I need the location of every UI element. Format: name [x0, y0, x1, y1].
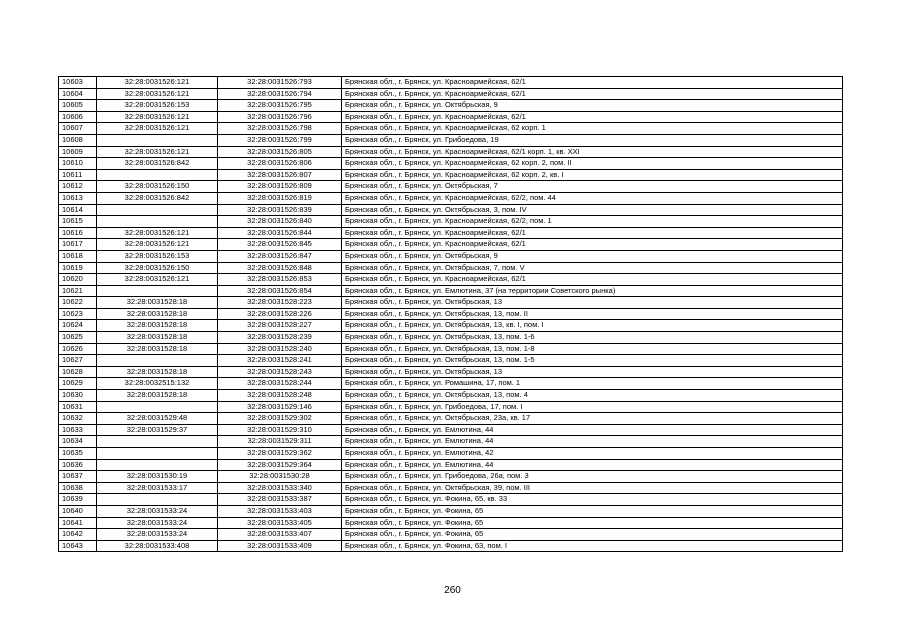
- cadastral-number-cell: 32:28:0031526:854: [218, 285, 342, 297]
- parent-cadastral-cell: 32:28:0031528:18: [97, 332, 218, 344]
- row-number-cell: 10609: [59, 146, 97, 158]
- table-row: [59, 332, 843, 344]
- row-number-cell: 10635: [59, 448, 97, 460]
- table-row: [59, 308, 843, 320]
- cadastral-number-cell: 32:28:0031530:28: [218, 471, 342, 483]
- parent-cadastral-cell: [97, 134, 218, 146]
- cadastral-number-cell: 32:28:0031528:223: [218, 297, 342, 309]
- table-row: [59, 343, 843, 355]
- parent-cadastral-cell: 32:28:0031528:18: [97, 343, 218, 355]
- address-cell: Брянская обл., г. Брянск, ул. Красноармейская, 62/1: [342, 88, 843, 100]
- row-number-cell: 10639: [59, 494, 97, 506]
- parent-cadastral-cell: 32:28:0031533:24: [97, 529, 218, 541]
- table-row: [59, 390, 843, 402]
- cadastral-number-cell: 32:28:0031526:798: [218, 123, 342, 135]
- table-row: [59, 529, 843, 541]
- parent-cadastral-cell: [97, 401, 218, 413]
- row-number-cell: 10642: [59, 529, 97, 541]
- address-cell: Брянская обл., г. Брянск, ул. Ромашина, 17, пом. 1: [342, 378, 843, 390]
- address-cell: Брянская обл., г. Брянск, ул. Грибоедова, 19: [342, 134, 843, 146]
- address-cell: Брянская обл., г. Брянск, ул. Красноармейская, 62/2, пом. 44: [342, 192, 843, 204]
- address-cell: Брянская обл., г. Брянск, ул. Октябрьская, 13, пом. 1-6: [342, 332, 843, 344]
- address-cell: Брянская обл., г. Брянск, ул. Красноармейская, 62/1 корп. 1, кв. XXI: [342, 146, 843, 158]
- table-row: [59, 448, 843, 460]
- address-cell: Брянская обл., г. Брянск, ул. Емлютина, 42: [342, 448, 843, 460]
- address-cell: Брянская обл., г. Брянск, ул. Октябрьская, 7, пом. V: [342, 262, 843, 274]
- cadastral-number-cell: 32:28:0031526:840: [218, 216, 342, 228]
- address-cell: Брянская обл., г. Брянск, ул. Фокина, 65, кв. 33: [342, 494, 843, 506]
- address-cell: Брянская обл., г. Брянск, ул. Октябрьская, 3, пом. IV: [342, 204, 843, 216]
- address-cell: Брянская обл., г. Брянск, ул. Фокина, 65: [342, 505, 843, 517]
- parent-cadastral-cell: 32:28:0031529:37: [97, 424, 218, 436]
- address-cell: Брянская обл., г. Брянск, ул. Емлютина, 44: [342, 436, 843, 448]
- parent-cadastral-cell: 32:28:0031533:408: [97, 540, 218, 552]
- table-row: [59, 413, 843, 425]
- row-number-cell: 10632: [59, 413, 97, 425]
- table-row: [59, 320, 843, 332]
- table-row: [59, 540, 843, 552]
- cadastral-number-cell: 32:28:0031526:799: [218, 134, 342, 146]
- address-cell: Брянская обл., г. Брянск, ул. Емлютина, 44: [342, 459, 843, 471]
- address-cell: Брянская обл., г. Брянск, ул. Октябрьская, 13, пом. 1-5: [342, 355, 843, 367]
- row-number-cell: 10608: [59, 134, 97, 146]
- table-row: [59, 517, 843, 529]
- row-number-cell: 10643: [59, 540, 97, 552]
- table-row: [59, 216, 843, 228]
- parent-cadastral-cell: 32:28:0032515:132: [97, 378, 218, 390]
- table-row: [59, 239, 843, 251]
- row-number-cell: 10615: [59, 216, 97, 228]
- parent-cadastral-cell: [97, 494, 218, 506]
- row-number-cell: 10607: [59, 123, 97, 135]
- parent-cadastral-cell: 32:28:0031530:19: [97, 471, 218, 483]
- row-number-cell: 10614: [59, 204, 97, 216]
- parent-cadastral-cell: 32:28:0031526:150: [97, 181, 218, 193]
- table-row: [59, 459, 843, 471]
- cadastral-number-cell: 32:28:0031526:809: [218, 181, 342, 193]
- row-number-cell: 10606: [59, 111, 97, 123]
- row-number-cell: 10618: [59, 250, 97, 262]
- address-cell: Брянская обл., г. Брянск, ул. Красноармейская, 62/1: [342, 227, 843, 239]
- parent-cadastral-cell: 32:28:0031529:48: [97, 413, 218, 425]
- address-cell: Брянская обл., г. Брянск, ул. Грибоедова, 26а, пом. 3: [342, 471, 843, 483]
- table-row: [59, 158, 843, 170]
- row-number-cell: 10630: [59, 390, 97, 402]
- row-number-cell: 10631: [59, 401, 97, 413]
- parent-cadastral-cell: 32:28:0031528:18: [97, 390, 218, 402]
- parent-cadastral-cell: 32:28:0031526:121: [97, 111, 218, 123]
- table-row: [59, 88, 843, 100]
- address-cell: Брянская обл., г. Брянск, ул. Красноармейская, 62/1: [342, 274, 843, 286]
- parent-cadastral-cell: [97, 436, 218, 448]
- row-number-cell: 10610: [59, 158, 97, 170]
- cadastral-number-cell: 32:28:0031526:844: [218, 227, 342, 239]
- address-cell: Брянская обл., г. Брянск, ул. Красноармейская, 62/1: [342, 111, 843, 123]
- address-cell: Брянская обл., г. Брянск, ул. Октябрьская, 13, кв. I, пом. I: [342, 320, 843, 332]
- parent-cadastral-cell: [97, 459, 218, 471]
- address-cell: Брянская обл., г. Брянск, ул. Октябрьская, 13: [342, 297, 843, 309]
- parent-cadastral-cell: [97, 216, 218, 228]
- parent-cadastral-cell: 32:28:0031528:18: [97, 320, 218, 332]
- cadastral-number-cell: 32:28:0031528:243: [218, 366, 342, 378]
- parent-cadastral-cell: 32:28:0031533:24: [97, 517, 218, 529]
- table-row: [59, 146, 843, 158]
- table-row: [59, 401, 843, 413]
- table-row: [59, 274, 843, 286]
- row-number-cell: 10640: [59, 505, 97, 517]
- table-row: [59, 505, 843, 517]
- cadastral-number-cell: 32:28:0031533:387: [218, 494, 342, 506]
- row-number-cell: 10629: [59, 378, 97, 390]
- row-number-cell: 10637: [59, 471, 97, 483]
- address-cell: Брянская обл., г. Брянск, ул. Октябрьская, 13: [342, 366, 843, 378]
- table-row: [59, 424, 843, 436]
- cadastral-number-cell: 32:28:0031533:409: [218, 540, 342, 552]
- table-row: [59, 482, 843, 494]
- row-number-cell: 10620: [59, 274, 97, 286]
- cadastral-number-cell: 32:28:0031526:848: [218, 262, 342, 274]
- cadastral-number-cell: 32:28:0031533:403: [218, 505, 342, 517]
- parent-cadastral-cell: 32:28:0031526:121: [97, 123, 218, 135]
- row-number-cell: 10638: [59, 482, 97, 494]
- row-number-cell: 10616: [59, 227, 97, 239]
- parent-cadastral-cell: [97, 285, 218, 297]
- address-cell: Брянская обл., г. Брянск, ул. Октябрьская, 13, пом. 1-8: [342, 343, 843, 355]
- address-cell: Брянская обл., г. Брянск, ул. Красноармейская, 62 корп. 1: [342, 123, 843, 135]
- row-number-cell: 10619: [59, 262, 97, 274]
- table-row: [59, 250, 843, 262]
- table-row: [59, 123, 843, 135]
- address-cell: Брянская обл., г. Брянск, ул. Октябрьская, 7: [342, 181, 843, 193]
- cadastral-number-cell: 32:28:0031526:805: [218, 146, 342, 158]
- address-cell: Брянская обл., г. Брянск, ул. Фокина, 65: [342, 529, 843, 541]
- row-number-cell: 10622: [59, 297, 97, 309]
- cadastral-number-cell: 32:28:0031533:340: [218, 482, 342, 494]
- address-cell: Брянская обл., г. Брянск, ул. Фокина, 63, пом. I: [342, 540, 843, 552]
- cadastral-number-cell: 32:28:0031526:819: [218, 192, 342, 204]
- row-number-cell: 10628: [59, 366, 97, 378]
- row-number-cell: 10626: [59, 343, 97, 355]
- parent-cadastral-cell: 32:28:0031526:121: [97, 88, 218, 100]
- parent-cadastral-cell: 32:28:0031526:121: [97, 239, 218, 251]
- cadastral-number-cell: 32:28:0031526:847: [218, 250, 342, 262]
- table-row: [59, 297, 843, 309]
- parent-cadastral-cell: 32:28:0031528:18: [97, 297, 218, 309]
- row-number-cell: 10605: [59, 100, 97, 112]
- parent-cadastral-cell: 32:28:0031526:121: [97, 146, 218, 158]
- cadastral-number-cell: 32:28:0031526:794: [218, 88, 342, 100]
- cadastral-number-cell: 32:28:0031529:146: [218, 401, 342, 413]
- cadastral-number-cell: 32:28:0031528:227: [218, 320, 342, 332]
- cadastral-number-cell: 32:28:0031526:845: [218, 239, 342, 251]
- table-row: [59, 227, 843, 239]
- address-cell: Брянская обл., г. Брянск, ул. Октябрьская, 13, пом. II: [342, 308, 843, 320]
- cadastral-number-cell: 32:28:0031526:806: [218, 158, 342, 170]
- cadastral-number-cell: 32:28:0031528:248: [218, 390, 342, 402]
- cadastral-number-cell: 32:28:0031526:853: [218, 274, 342, 286]
- address-cell: Брянская обл., г. Брянск, ул. Октябрьская, 39, пом. III: [342, 482, 843, 494]
- table-row: [59, 285, 843, 297]
- row-number-cell: 10617: [59, 239, 97, 251]
- parent-cadastral-cell: 32:28:0031528:18: [97, 308, 218, 320]
- table-body: [59, 77, 843, 552]
- row-number-cell: 10641: [59, 517, 97, 529]
- table-row: [59, 77, 843, 89]
- cadastral-number-cell: 32:28:0031528:241: [218, 355, 342, 367]
- address-cell: Брянская обл., г. Брянск, ул. Емлютина, 37 (на территории Советского рынка): [342, 285, 843, 297]
- table-row: [59, 111, 843, 123]
- row-number-cell: 10604: [59, 88, 97, 100]
- table-row: [59, 169, 843, 181]
- parent-cadastral-cell: 32:28:0031528:18: [97, 366, 218, 378]
- address-cell: Брянская обл., г. Брянск, ул. Грибоедова, 17, пом. I: [342, 401, 843, 413]
- row-number-cell: 10603: [59, 77, 97, 89]
- address-cell: Брянская обл., г. Брянск, ул. Емлютина, 44: [342, 424, 843, 436]
- cadastral-number-cell: 32:28:0031528:226: [218, 308, 342, 320]
- cadastral-number-cell: 32:28:0031533:405: [218, 517, 342, 529]
- table-row: [59, 366, 843, 378]
- table-row: [59, 471, 843, 483]
- table-row: [59, 436, 843, 448]
- row-number-cell: 10623: [59, 308, 97, 320]
- parent-cadastral-cell: [97, 448, 218, 460]
- table-row: [59, 378, 843, 390]
- parent-cadastral-cell: 32:28:0031526:842: [97, 158, 218, 170]
- address-cell: Брянская обл., г. Брянск, ул. Фокина, 65: [342, 517, 843, 529]
- address-cell: Брянская обл., г. Брянск, ул. Красноармейская, 62/2, пом. 1: [342, 216, 843, 228]
- cadastral-number-cell: 32:28:0031528:244: [218, 378, 342, 390]
- address-cell: Брянская обл., г. Брянск, ул. Октябрьская, 9: [342, 100, 843, 112]
- row-number-cell: 10625: [59, 332, 97, 344]
- cadastral-table: [58, 76, 843, 552]
- table-row: [59, 494, 843, 506]
- cadastral-number-cell: 32:28:0031526:793: [218, 77, 342, 89]
- row-number-cell: 10634: [59, 436, 97, 448]
- parent-cadastral-cell: 32:28:0031526:153: [97, 100, 218, 112]
- parent-cadastral-cell: 32:28:0031533:17: [97, 482, 218, 494]
- table-row: [59, 355, 843, 367]
- parent-cadastral-cell: 32:28:0031526:121: [97, 77, 218, 89]
- table-row: [59, 262, 843, 274]
- table-row: [59, 204, 843, 216]
- parent-cadastral-cell: 32:28:0031526:121: [97, 274, 218, 286]
- row-number-cell: 10621: [59, 285, 97, 297]
- address-cell: Брянская обл., г. Брянск, ул. Октябрьская, 9: [342, 250, 843, 262]
- cadastral-number-cell: 32:28:0031529:362: [218, 448, 342, 460]
- cadastral-number-cell: 32:28:0031526:839: [218, 204, 342, 216]
- address-cell: Брянская обл., г. Брянск, ул. Октябрьская, 23а, кв. 17: [342, 413, 843, 425]
- parent-cadastral-cell: [97, 169, 218, 181]
- row-number-cell: 10624: [59, 320, 97, 332]
- address-cell: Брянская обл., г. Брянск, ул. Красноармейская, 62 корп. 2, пом. II: [342, 158, 843, 170]
- cadastral-number-cell: 32:28:0031529:310: [218, 424, 342, 436]
- row-number-cell: 10636: [59, 459, 97, 471]
- cadastral-number-cell: 32:28:0031526:807: [218, 169, 342, 181]
- cadastral-number-cell: 32:28:0031529:364: [218, 459, 342, 471]
- parent-cadastral-cell: 32:28:0031526:150: [97, 262, 218, 274]
- table-row: [59, 181, 843, 193]
- parent-cadastral-cell: 32:28:0031526:121: [97, 227, 218, 239]
- cadastral-number-cell: 32:28:0031528:239: [218, 332, 342, 344]
- address-cell: Брянская обл., г. Брянск, ул. Красноармейская, 62 корп. 2, кв. I: [342, 169, 843, 181]
- row-number-cell: 10611: [59, 169, 97, 181]
- parent-cadastral-cell: 32:28:0031533:24: [97, 505, 218, 517]
- parent-cadastral-cell: 32:28:0031526:153: [97, 250, 218, 262]
- cadastral-number-cell: 32:28:0031528:240: [218, 343, 342, 355]
- row-number-cell: 10627: [59, 355, 97, 367]
- address-cell: Брянская обл., г. Брянск, ул. Красноармейская, 62/1: [342, 239, 843, 251]
- table-row: [59, 100, 843, 112]
- cadastral-number-cell: 32:28:0031526:796: [218, 111, 342, 123]
- address-cell: Брянская обл., г. Брянск, ул. Красноармейская, 62/1: [342, 77, 843, 89]
- address-cell: Брянская обл., г. Брянск, ул. Октябрьская, 13, пом. 4: [342, 390, 843, 402]
- row-number-cell: 10613: [59, 192, 97, 204]
- table-row: [59, 134, 843, 146]
- cadastral-number-cell: 32:28:0031529:311: [218, 436, 342, 448]
- cadastral-number-cell: 32:28:0031526:795: [218, 100, 342, 112]
- row-number-cell: 10612: [59, 181, 97, 193]
- row-number-cell: 10633: [59, 424, 97, 436]
- table-row: [59, 192, 843, 204]
- cadastral-number-cell: 32:28:0031529:302: [218, 413, 342, 425]
- page-number: 260: [444, 585, 461, 596]
- cadastral-number-cell: 32:28:0031533:407: [218, 529, 342, 541]
- parent-cadastral-cell: 32:28:0031526:842: [97, 192, 218, 204]
- parent-cadastral-cell: [97, 355, 218, 367]
- parent-cadastral-cell: [97, 204, 218, 216]
